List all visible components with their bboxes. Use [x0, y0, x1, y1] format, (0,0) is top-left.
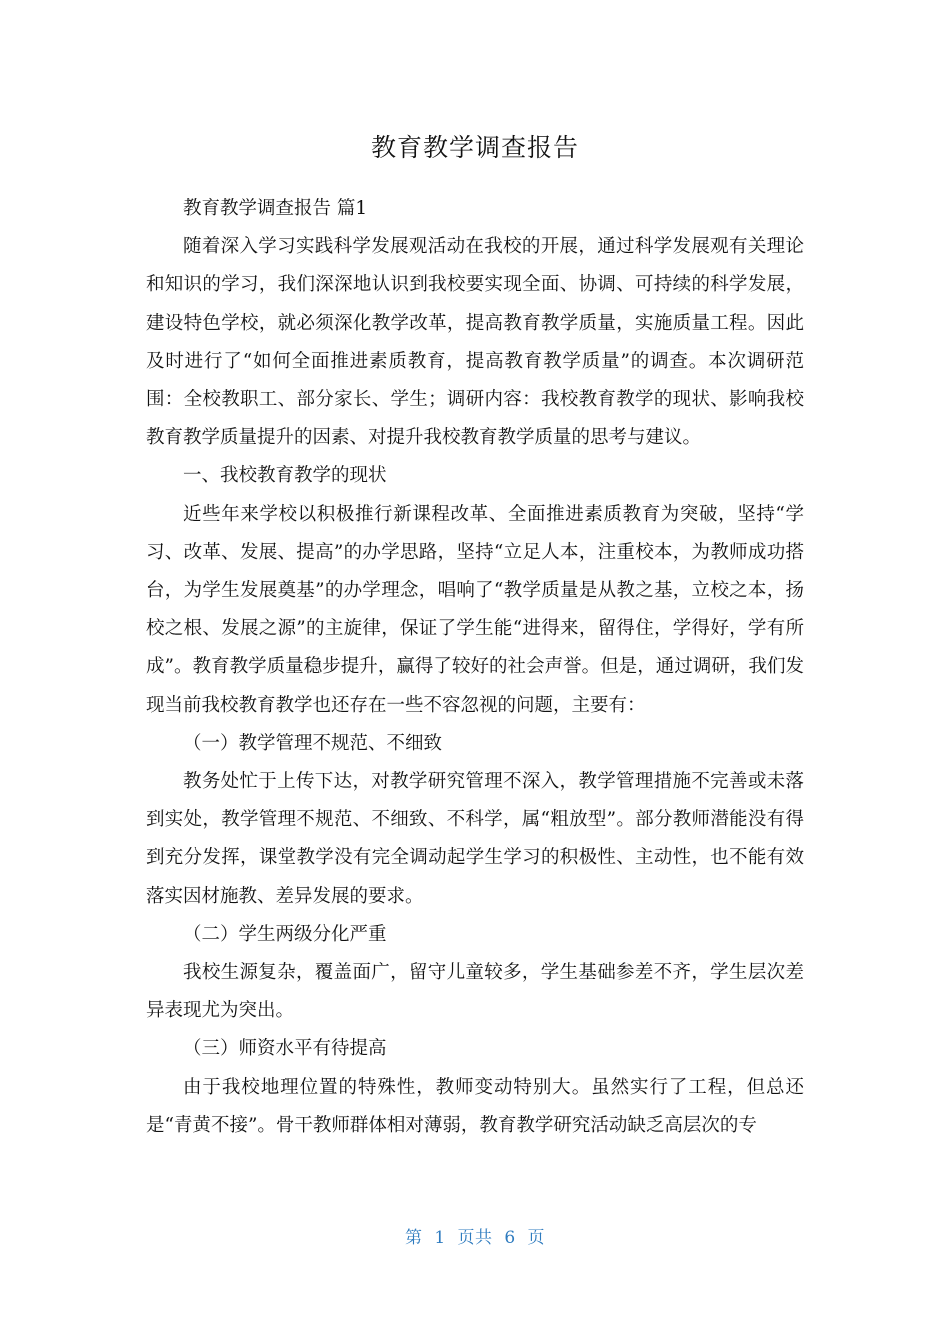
page-number-footer	[0, 1224, 950, 1252]
paragraph: 随着深入学习实践科学发展观活动在我校的开展，通过科学发展观有关理论和知识的学习，我们深深地认识到我校要实现全面、协调、可持续的科学发展，建设特色学校，就必须深化教学改革，提高教育教学质量，实施质量工程。因此及时进行了“如何全面推进素质教育，提高教育教学质量”的调查。本次调研范围：全校教职工、部分家长、学生；调研内容：我校教育教学的现状、影响我校教育教学质量提升的因素、对提升我校教育教学质量的思考与建议。	[146, 236, 804, 449]
paragraph: 近些年来学校以积极推行新课程改革、全面推进素质教育为突破，坚持“学习、改革、发展、提高”的办学思路，坚持“立足人本，注重校本，为教师成功搭台，为学生发展奠基”的办学理念，唱响了“教学质量是从教之基，立校之本，扬校之根、发展之源”的主旋律，保证了学生能“进得来，留得住，学得好，学有所成”。教育教学质量稳步提升，赢得了较好的社会声誉。但是，通过调研，我们发现当前我校教育教学也还存在一些不容忽视的问题，主要有：	[146, 503, 804, 716]
subsection-heading: （二）学生两级分化严重	[183, 923, 387, 945]
subsection-heading: （三）师资水平有待提高	[183, 1038, 387, 1060]
page-label-prefix: 第	[405, 1228, 423, 1248]
paragraph: 由于我校地理位置的特殊性，教师变动特别大。虽然实行了工程，但总还是“青黄不接”。骨干教师群体相对薄弱，教育教学研究活动缺乏高层次的专	[146, 1076, 804, 1136]
current-page-number: 1	[434, 1228, 446, 1248]
document-body	[146, 190, 804, 1145]
subsection-heading: （一）教学管理不规范、不细致	[183, 732, 443, 754]
total-pages-number: 6	[504, 1228, 516, 1248]
section-heading: 教育教学调查报告 篇1	[183, 198, 368, 219]
page-label-middle: 页共	[457, 1228, 493, 1248]
paragraph: 我校生源复杂，覆盖面广，留守儿童较多，学生基础参差不齐，学生层次差异表现尤为突出。	[146, 962, 804, 1022]
page-label-suffix: 页	[527, 1228, 545, 1248]
document-title: 教育教学调查报告	[370, 133, 579, 162]
section-heading: 一、我校教育教学的现状	[183, 465, 387, 487]
paragraph: 教务处忙于上传下达，对教学研究管理不深入，教学管理措施不完善或未落到实处，教学管理不规范、不细致、不科学，属“粗放型”。部分教师潜能没有得到充分发挥，课堂教学没有完全调动起学生学习的积极性、主动性，也不能有效落实因材施教、差异发展的要求。	[146, 771, 804, 907]
